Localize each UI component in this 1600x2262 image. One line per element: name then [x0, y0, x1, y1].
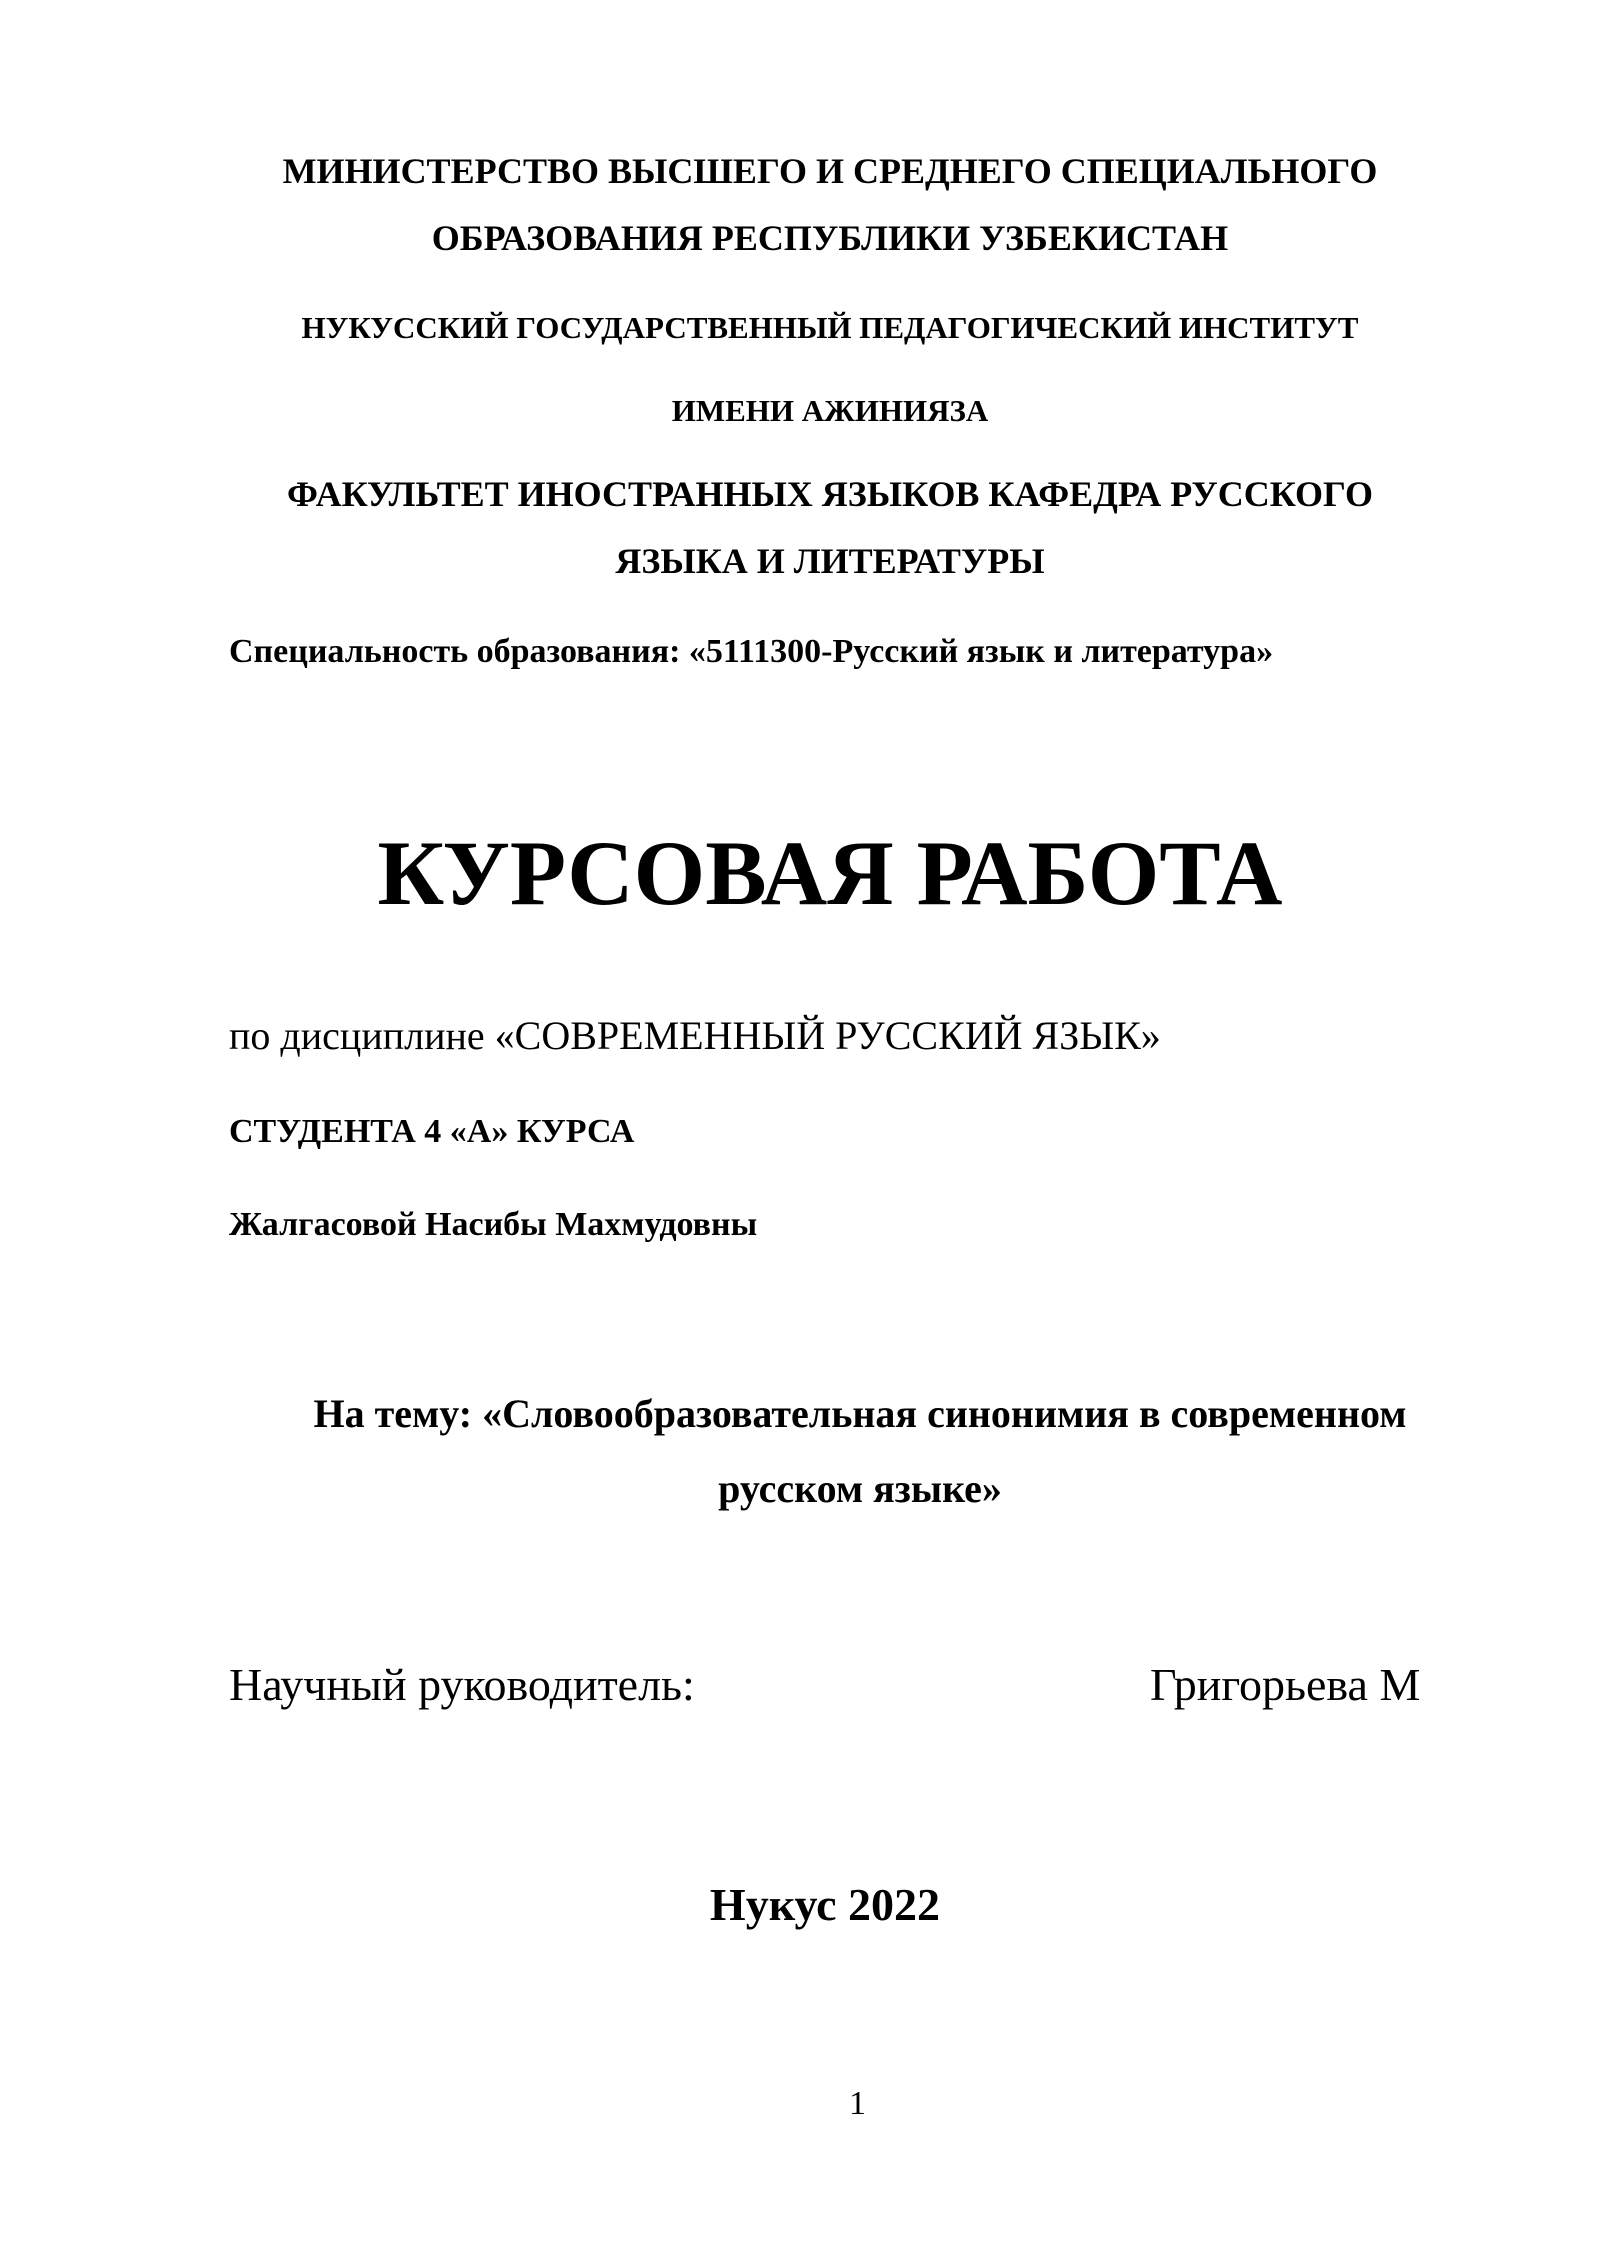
ministry-line-2: ОБРАЗОВАНИЯ РЕСПУБЛИКИ УЗБЕКИСТАН [431, 218, 1229, 258]
specialty-line: Специальность образования: «5111300-Русский язык и литература» [229, 633, 1274, 670]
supervisor-name: Григорьева М [1150, 1659, 1421, 1710]
ministry-line-1: МИНИСТЕРСТВО ВЫСШЕГО И СРЕДНЕГО СПЕЦИАЛЬНОГО [282, 151, 1378, 191]
city-year: Нукус 2022 [709, 1879, 941, 1930]
document-title: КУРСОВАЯ РАБОТА [377, 822, 1283, 924]
student-name: Жалгасовой Насибы Махмудовны [229, 1206, 758, 1243]
faculty-line-1: ФАКУЛЬТЕТ ИНОСТРАННЫХ ЯЗЫКОВ КАФЕДРА РУССКОГО [286, 474, 1374, 514]
supervisor-label: Научный руководитель: [229, 1659, 695, 1710]
faculty-line-2: ЯЗЫКА И ЛИТЕРАТУРЫ [615, 541, 1045, 581]
institute-line-1: НУКУССКИЙ ГОСУДАРСТВЕННЫЙ ПЕДАГОГИЧЕСКИЙ ИНСТИТУТ [301, 310, 1359, 345]
student-course: СТУДЕНТА 4 «А» КУРСА [229, 1113, 635, 1150]
page-number: 1 [849, 2085, 866, 2122]
discipline-line: по дисциплине «СОВРЕМЕННЫЙ РУССКИЙ ЯЗЫК» [229, 1013, 1161, 1058]
topic-line-2: русском языке» [718, 1466, 1002, 1511]
institute-line-2: ИМЕНИ АЖИНИЯЗА [671, 393, 989, 428]
topic-line-1: На тему: «Словообразовательная синонимия в современном [313, 1391, 1407, 1436]
